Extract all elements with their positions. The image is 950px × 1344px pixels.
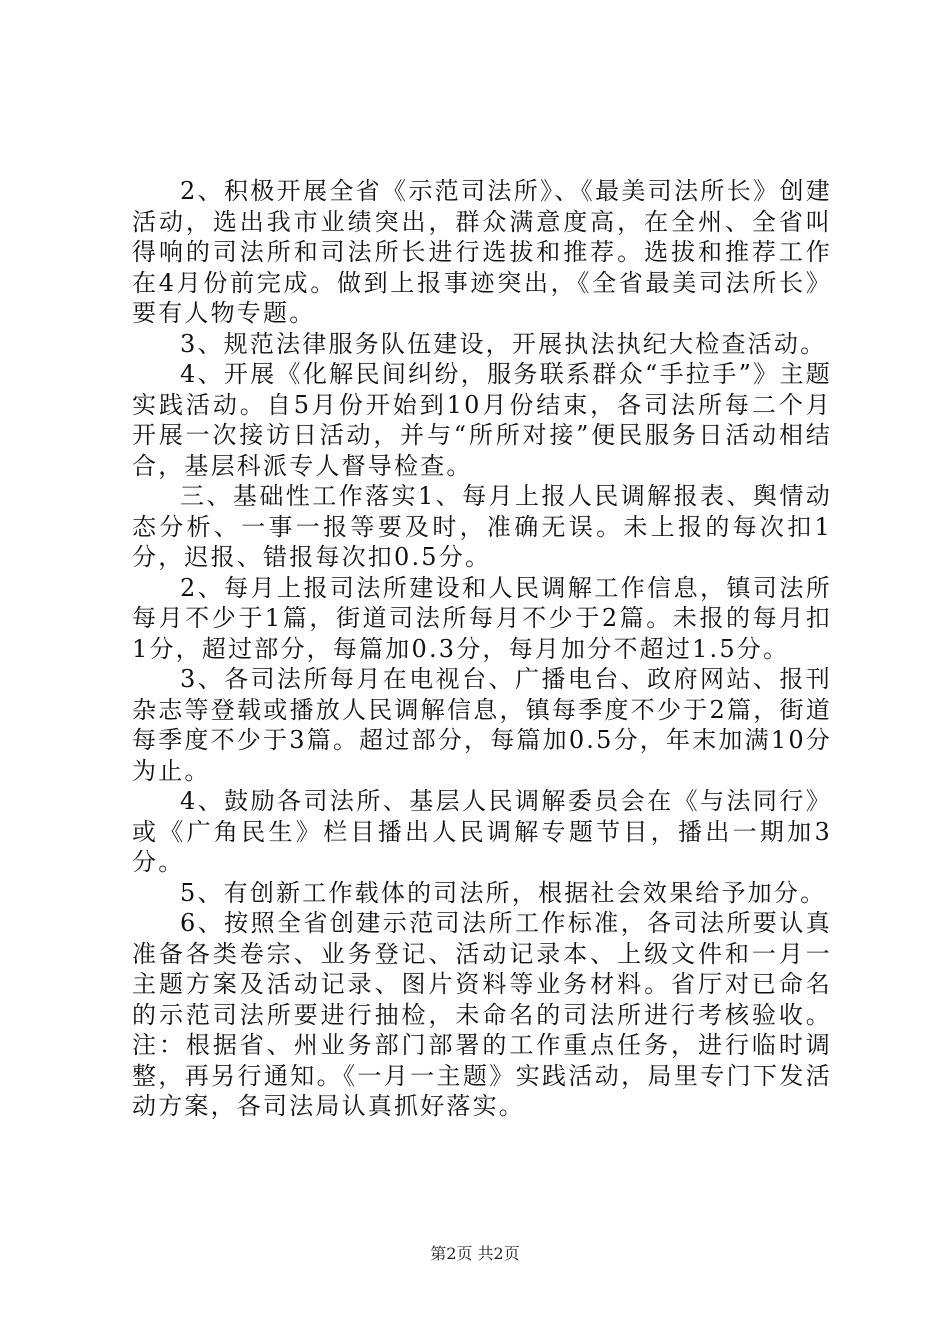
paragraph-item-5-innovation: 5、有创新工作载体的司法所，根据社会效果给予加分。 <box>180 878 827 907</box>
paragraph-item-2-selection: 2、积极开展全省《示范司法所》、《最美司法所长》创建活动，选出我市业绩突出，群众满意度高，在全州、全省叫得响的司法所和司法所长进行选拔和推荐。选拔和推荐工作在4月份前完成。做到上报事迹突出，《全省最美司法所长》要有人物专题。 <box>132 177 832 327</box>
paragraph-item-3-legal-service: 3、规范法律服务队伍建设，开展执法执纪大检查活动。 <box>180 329 827 358</box>
paragraph-item-6-standards: 6、按照全省创建示范司法所工作标准，各司法所要认真准备各类卷宗、业务登记、活动记录本、上级文件和一月一主题方案及活动记录、图片资料等业务材料。省厅对已命名的示范司法所要进行抽检，未命名的司法所进行考核验收。注：根据省、州业务部门部署的工作重点任务，进行临时调整，再另行通知。《一月一主题》实践活动，局里专门下发活动方案，各司法局认真抓好落实。 <box>132 909 832 1120</box>
paragraph-item-4-programs: 4、鼓励各司法所、基层人民调解委员会在《与法同行》或《广角民生》栏目播出人民调解专题节目，播出一期加3分。 <box>132 787 832 876</box>
paragraph-section-3-basic-work: 三、基础性工作落实1、每月上报人民调解报表、舆情动态分析、一事一报等要及时，准确无误。未上报的每次扣1分，迟报、错报每次扣0.5分。 <box>132 482 832 571</box>
page-number-footer: 第2页 共2页 <box>430 1244 520 1263</box>
paragraph-item-2-monthly-info: 2、每月上报司法所建设和人民调解工作信息，镇司法所每月不少于1篇，街道司法所每月不少于2篇。未报的每月扣1分，超过部分，每篇加0.3分，每月加分不超过1.5分。 <box>132 573 832 663</box>
document-body <box>132 176 832 1122</box>
paragraph-item-4-hand-in-hand: 4、开展《化解民间纠纷，服务联系群众“手拉手”》主题实践活动。自5月份开始到10月份结束，各司法所每二个月开展一次接访日活动，并与“所所对接”便民服务日活动相结合，基层科派专人督导检查。 <box>132 360 832 480</box>
paragraph-item-3-media: 3、各司法所每月在电视台、广播电台、政府网站、报刊杂志等登载或播放人民调解信息，镇每季度不少于2篇，街道每季度不少于3篇。超过部分，每篇加0.5分，年末加满10分为止。 <box>132 665 832 785</box>
